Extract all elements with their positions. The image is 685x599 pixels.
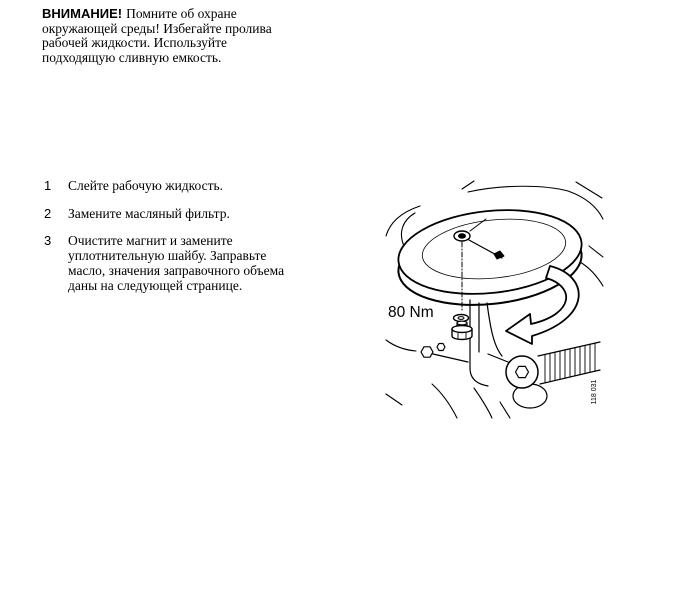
- axle-tube: [538, 342, 600, 384]
- drive-axle: [421, 300, 600, 408]
- sealing-washer: [454, 315, 469, 322]
- step-text: [68, 206, 230, 221]
- housing-line: [386, 340, 416, 351]
- mounting-nut: [421, 347, 433, 357]
- environment-warning: [42, 7, 272, 65]
- housing-line: [468, 186, 568, 192]
- housing-line: [432, 384, 457, 418]
- step-text-line: масло, значения заправочного объема: [68, 263, 285, 278]
- step-text: [68, 233, 284, 293]
- warning-first-line: [42, 7, 272, 22]
- step-number: 3: [44, 233, 52, 248]
- mounting-nut: [437, 344, 445, 351]
- warning-label: ВНИМАНИЕ!: [42, 6, 123, 21]
- shaft-line: [433, 354, 468, 362]
- washer-outer: [454, 315, 469, 322]
- shaft-line: [488, 354, 508, 362]
- housing-line: [386, 394, 402, 405]
- step-text-line: даны на следующей странице.: [68, 278, 243, 293]
- plug-thread-end: [457, 321, 467, 325]
- oil-pan: [394, 202, 586, 314]
- plug-head-top: [452, 326, 472, 333]
- housing-line: [386, 206, 420, 236]
- figure-number: 118 031: [591, 379, 598, 405]
- housing-line: [474, 388, 492, 418]
- step-number: 1: [44, 178, 52, 193]
- drain-plug-illustration: [380, 176, 610, 424]
- drain-hole: [454, 231, 470, 241]
- warning-text-line: подходящую сливную емкость.: [42, 49, 222, 65]
- housing-line: [580, 262, 603, 286]
- warning-text-line: рабочей жидкости. Используйте: [42, 35, 227, 50]
- step-text-line: Очистите магнит и замените: [68, 233, 233, 248]
- warning-text-line: окружающей среды! Избегайте пролива: [42, 20, 272, 36]
- step-text-line: Замените масляный фильтр.: [68, 205, 230, 221]
- housing-line: [500, 402, 510, 418]
- housing-line: [589, 246, 603, 257]
- step-text: [68, 178, 223, 193]
- procedure-steps: [42, 178, 284, 306]
- hub-nut: [516, 366, 529, 377]
- step-item: [42, 233, 284, 293]
- axle-tube-corrugation: [545, 343, 595, 383]
- step-item: [42, 206, 284, 221]
- step-number: 2: [44, 205, 52, 221]
- housing-line: [462, 181, 474, 189]
- bracket-line: [487, 303, 502, 356]
- warning-text-line: Помните об охране: [126, 6, 237, 21]
- drain-plug: [452, 321, 472, 339]
- step-text-line: Слейте рабочую жидкость.: [68, 178, 224, 193]
- drain-hole-opening: [459, 234, 466, 238]
- step-text-line: уплотнительную шайбу. Заправьте: [68, 248, 267, 263]
- step-item: [42, 178, 284, 193]
- torque-label: 80 Nm: [388, 304, 434, 321]
